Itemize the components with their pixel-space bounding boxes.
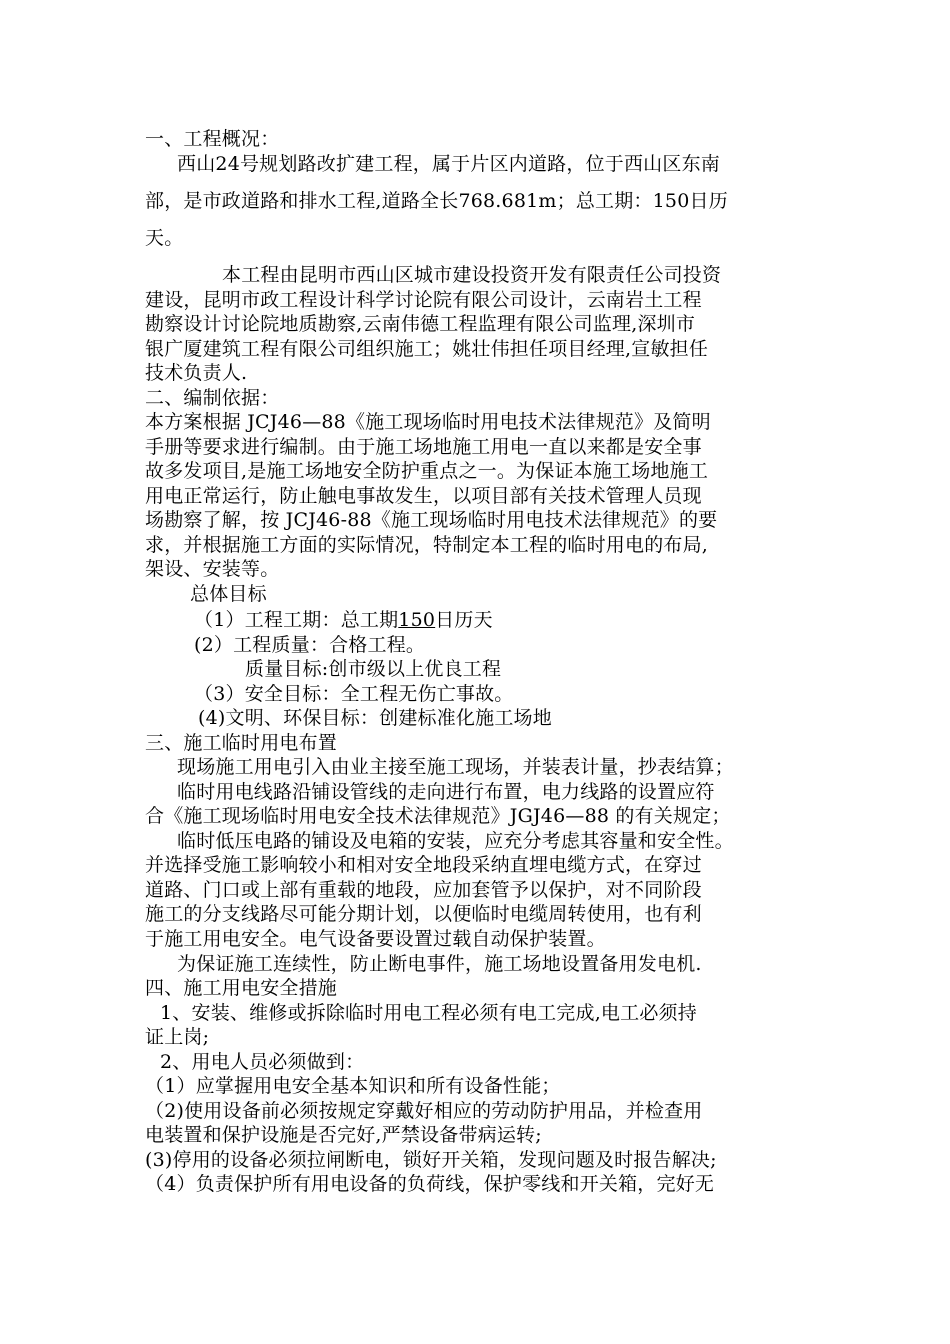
goal-schedule-unit: 日历天 [435,609,493,631]
goal-schedule-days: 150 [398,609,436,631]
text-line: 西山24号规划路改扩建工程，属于片区内道路，位于西山区东南 [177,153,720,175]
goal-schedule-label: （1）工程工期：总工期 [194,609,399,631]
text-line: 勘察设计讨论院地质勘察,云南伟德工程监理有限公司监理,深圳市 [145,313,696,335]
text-line: 银广厦建筑工程有限公司组织施工；姚壮伟担任项目经理,宣敏担任 [145,338,709,360]
goal-civilization: (4)文明、环保目标：创建标准化施工场地 [198,707,552,729]
text-line: 求，并根据施工方面的实际情况，特制定本工程的临时用电的布局, [145,534,709,556]
text-line: 手册等要求进行编制。由于施工场地施工用电一直以来都是安全事 [145,436,702,458]
text-line: （2)使用设备前必须按规定穿戴好相应的劳动防护用品，并检查用 [145,1100,703,1122]
text-line: 故多发项目,是施工场地安全防护重点之一。为保证本施工场地施工 [145,460,709,482]
heading-temporary-power-layout: 三、施工临时用电布置 [145,732,338,754]
text-line: 技术负责人. [145,362,248,384]
text-line: 架设、安装等。 [145,558,280,580]
heading-basis: 二、编制依据： [145,387,280,409]
goal-quality: (2）工程质量：合格工程。 [194,634,426,656]
text-line: 于施工用电安全。电气设备要设置过载自动保护装置。 [145,928,606,950]
text-line: （4）负责保护所有用电设备的负荷线，保护零线和开关箱，完好无 [145,1173,715,1195]
text-line: 为保证施工连续性，防止断电事件，施工场地设置备用发电机. [177,953,702,975]
text-line: 本方案根据 JCJ46—88《施工现场临时用电技术法律规范》及简明 [145,411,711,433]
heading-project-overview: 一、工程概况： [145,128,280,150]
text-line: 场勘察了解，按 JCJ46-88《施工现场临时用电技术法律规范》的要 [145,509,718,531]
text-line: 临时低压电路的铺设及电箱的安装，应充分考虑其容量和安全性。 [177,830,734,852]
text-line: 道路、门口或上部有重载的地段，应加套管予以保护，对不同阶段 [145,879,702,901]
text-line: 建设，昆明市政工程设计科学讨论院有限公司设计，云南岩土工程 [145,289,702,311]
text-line: 合《施工现场临时用电安全技术法律规范》JGJ46—88 的有关规定； [145,805,731,827]
text-line: 2、用电人员必须做到： [160,1051,365,1073]
text-line: （1）应掌握用电安全基本知识和所有设备性能； [145,1075,561,1097]
text-line: 电装置和保护设施是否完好,严禁设备带病运转; [145,1124,542,1146]
goal-schedule [194,609,493,631]
text-line: (3)停用的设备必须拉闸断电，锁好开关箱，发现问题及时报告解决; [145,1149,717,1171]
goal-safety: （3）安全目标：全工程无伤亡事故。 [194,683,514,705]
text-line: 临时用电线路沿铺设管线的走向进行布置，电力线路的设置应符 [177,781,715,803]
text-line: 证上岗; [145,1026,210,1048]
goal-quality-target: 质量目标:创市级以上优良工程 [245,658,502,680]
text-line: 本工程由昆明市西山区城市建设投资开发有限责任公司投资 [222,264,722,286]
text-line: 部，是市政道路和排水工程,道路全长768.681m；总工期：150日历 [145,190,728,212]
text-line: 1、安装、维修或拆除临时用电工程必须有电工完成,电工必须持 [160,1002,697,1024]
text-line: 用电正常运行，防止触电事故发生，以项目部有关技术管理人员现 [145,485,702,507]
text-line: 施工的分支线路尽可能分期计划，以便临时电缆周转使用，也有利 [145,903,702,925]
heading-overall-goals: 总体目标 [190,583,267,605]
text-line: 天。 [145,227,184,249]
text-line: 现场施工用电引入由业主接至施工现场，并装表计量，抄表结算； [177,756,734,778]
heading-safety-measures: 四、施工用电安全措施 [145,977,338,999]
text-line: 并选择受施工影响较小和相对安全地段采纳直埋电缆方式，在穿过 [145,854,702,876]
